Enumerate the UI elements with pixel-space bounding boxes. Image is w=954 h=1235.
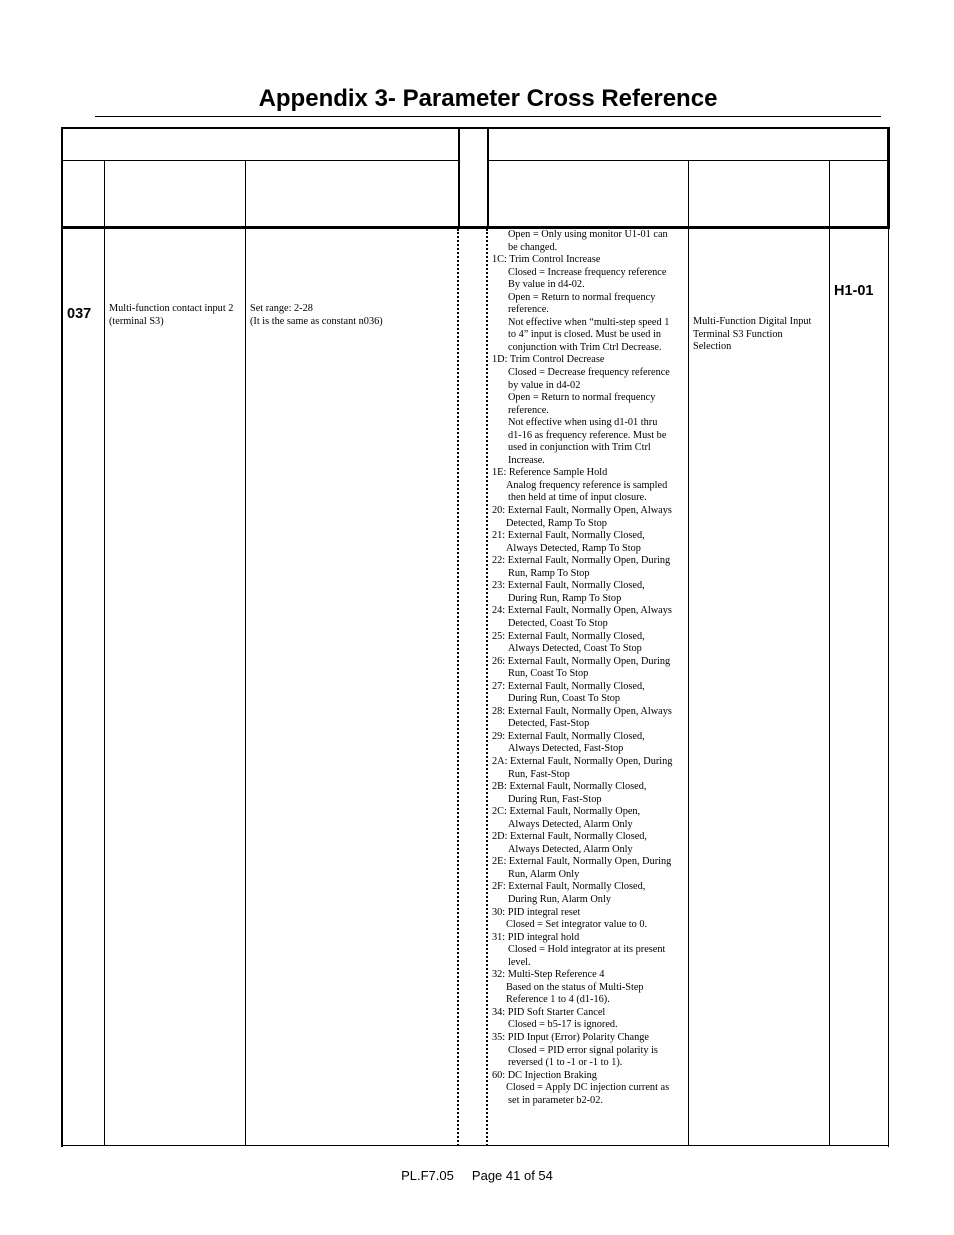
table-right-border bbox=[887, 127, 890, 228]
description-line: 30: PID integral reset bbox=[492, 906, 581, 918]
footer-doc-code: PL.F7.05 bbox=[401, 1168, 454, 1183]
f4-set-range bbox=[250, 303, 456, 328]
description-line: Open = Only using monitor U1-01 can bbox=[508, 229, 668, 240]
description-line: 1C: Trim Control Increase bbox=[492, 254, 601, 266]
description-line: reference. bbox=[508, 304, 549, 316]
table-right-border-lower bbox=[888, 228, 889, 1147]
description-line: 34: PID Soft Starter Cancel bbox=[492, 1006, 606, 1018]
f4-name-line-2: (terminal S3) bbox=[109, 315, 164, 327]
separator-left-header bbox=[458, 127, 460, 228]
description-line: Not effective when “multi-step speed 1 bbox=[508, 316, 670, 328]
title-rule bbox=[95, 116, 881, 117]
f4-parameter-name bbox=[109, 303, 244, 328]
description-line: By value in d4-02. bbox=[508, 279, 585, 291]
separator-left-body bbox=[457, 229, 459, 1146]
description-line: reference. bbox=[508, 404, 549, 416]
description-line: Detected, Fast-Stop bbox=[508, 718, 590, 730]
col-divider-1 bbox=[104, 160, 105, 1146]
description-line: Run, Ramp To Stop bbox=[508, 567, 590, 579]
description-line: Run, Coast To Stop bbox=[508, 668, 589, 680]
f7-name-line-2: Terminal S3 Function bbox=[693, 328, 783, 340]
description-line: 35: PID Input (Error) Polarity Change bbox=[492, 1032, 649, 1043]
description-line: 2A: External Fault, Normally Open, During bbox=[492, 755, 673, 767]
description-line: then held at time of input closure. bbox=[508, 492, 647, 504]
page-title: Appendix 3- Parameter Cross Reference bbox=[258, 85, 718, 112]
description-line: d1-16 as frequency reference. Must be bbox=[508, 429, 667, 441]
description-line: Detected, Ramp To Stop bbox=[506, 517, 607, 529]
description-line: Run, Fast-Stop bbox=[508, 768, 570, 780]
description-line: Closed = Apply DC injection current as bbox=[506, 1082, 670, 1094]
description-line: Always Detected, Fast-Stop bbox=[508, 743, 624, 755]
description-line: Increase. bbox=[508, 454, 545, 466]
header-sub-divider-left bbox=[61, 160, 459, 161]
f4-name-line-1: Multi-function contact input 2 bbox=[109, 303, 234, 314]
f4-parameter-number: 037 bbox=[67, 306, 92, 322]
header-bottom-border bbox=[61, 226, 890, 229]
description-line: 20: External Fault, Normally Open, Always bbox=[492, 505, 672, 517]
description-line: Closed = Decrease frequency reference bbox=[508, 367, 670, 379]
description-line: level. bbox=[508, 956, 531, 968]
description-line: Detected, Coast To Stop bbox=[508, 617, 608, 629]
description-line: used in conjunction with Trim Ctrl bbox=[508, 442, 651, 454]
col-divider-4 bbox=[829, 160, 830, 1146]
description-line: Not effective when using d1-01 thru bbox=[508, 417, 658, 429]
separator-right-body bbox=[486, 229, 488, 1146]
description-line: Closed = Hold integrator at its present bbox=[508, 944, 666, 956]
description-line: Open = Return to normal frequency bbox=[508, 392, 656, 404]
description-line: 60: DC Injection Braking bbox=[492, 1069, 597, 1081]
description-line: conjunction with Trim Ctrl Decrease. bbox=[508, 341, 662, 353]
description-line: by value in d4-02 bbox=[508, 379, 581, 391]
description-line: Closed = Increase frequency reference bbox=[508, 266, 667, 278]
description-line: 25: External Fault, Normally Closed, bbox=[492, 630, 645, 642]
description-line: 21: External Fault, Normally Closed, bbox=[492, 530, 645, 542]
description-line: Run, Alarm Only bbox=[508, 868, 580, 880]
f7-parameter-number: H1-01 bbox=[834, 283, 874, 299]
description-line: reversed (1 to -1 or -1 to 1). bbox=[508, 1057, 623, 1069]
description-line: Reference 1 to 4 (d1-16). bbox=[506, 994, 610, 1006]
footer-page-number: Page 41 of 54 bbox=[471, 1168, 553, 1183]
f7-name-line-3: Selection bbox=[693, 341, 732, 352]
description-line: Based on the status of Multi-Step bbox=[506, 981, 644, 993]
table-left-border bbox=[61, 127, 63, 1147]
description-line: Closed = b5-17 is ignored. bbox=[508, 1019, 618, 1031]
description-line: 32: Multi-Step Reference 4 bbox=[492, 969, 605, 981]
description-line: 2D: External Fault, Normally Closed, bbox=[492, 831, 648, 843]
description-line: Always Detected, Alarm Only bbox=[508, 818, 633, 830]
description-line: be changed. bbox=[508, 241, 558, 253]
page-footer bbox=[0, 1168, 954, 1183]
description-line: 2B: External Fault, Normally Closed, bbox=[492, 781, 647, 793]
description-line: 2F: External Fault, Normally Closed, bbox=[492, 881, 646, 893]
description-line: 26: External Fault, Normally Open, During bbox=[492, 655, 671, 667]
description-line: 1E: Reference Sample Hold bbox=[492, 467, 608, 479]
description-line: During Run, Ramp To Stop bbox=[508, 592, 622, 604]
description-line: to 4” input is closed. Must be used in bbox=[508, 329, 662, 341]
description-line: Closed = Set integrator value to 0. bbox=[506, 919, 648, 931]
description-line: During Run, Alarm Only bbox=[508, 893, 611, 905]
description-line: 2E: External Fault, Normally Open, During bbox=[492, 856, 672, 868]
table-top-border bbox=[61, 127, 890, 129]
description-line: 1D: Trim Control Decrease bbox=[492, 354, 605, 366]
col-divider-2 bbox=[245, 160, 246, 1146]
description-line: Closed = PID error signal polarity is bbox=[508, 1044, 658, 1056]
description-line: set in parameter b2-02. bbox=[508, 1094, 603, 1106]
f4-range-line-2: (It is the same as constant n036) bbox=[250, 315, 383, 327]
description-line: 27: External Fault, Normally Closed, bbox=[492, 680, 645, 692]
description-line: 29: External Fault, Normally Closed, bbox=[492, 730, 645, 742]
description-line: 31: PID integral hold bbox=[492, 931, 580, 943]
description-line: 24: External Fault, Normally Open, Always bbox=[492, 605, 672, 617]
description-line: 28: External Fault, Normally Open, Always bbox=[492, 705, 672, 717]
separator-right-header bbox=[487, 127, 489, 228]
description-line: During Run, Coast To Stop bbox=[508, 693, 621, 705]
f7-setting-description bbox=[492, 229, 688, 1107]
description-line: 22: External Fault, Normally Open, During bbox=[492, 555, 671, 567]
description-line: Always Detected, Coast To Stop bbox=[508, 643, 642, 655]
description-line: During Run, Fast-Stop bbox=[508, 793, 602, 805]
f7-parameter-name bbox=[693, 316, 828, 354]
f4-range-line-1: Set range: 2-28 bbox=[250, 303, 313, 314]
table-bottom-border bbox=[61, 1145, 889, 1146]
description-line: Analog frequency reference is sampled bbox=[506, 479, 668, 491]
description-line: 2C: External Fault, Normally Open, bbox=[492, 806, 641, 818]
f7-name-line-1: Multi-Function Digital Input bbox=[693, 316, 812, 327]
description-line: Always Detected, Alarm Only bbox=[508, 843, 633, 855]
col-divider-3 bbox=[688, 160, 689, 1146]
description-line: Open = Return to normal frequency bbox=[508, 291, 656, 303]
description-line: 23: External Fault, Normally Closed, bbox=[492, 580, 645, 592]
description-line: Always Detected, Ramp To Stop bbox=[506, 542, 641, 554]
